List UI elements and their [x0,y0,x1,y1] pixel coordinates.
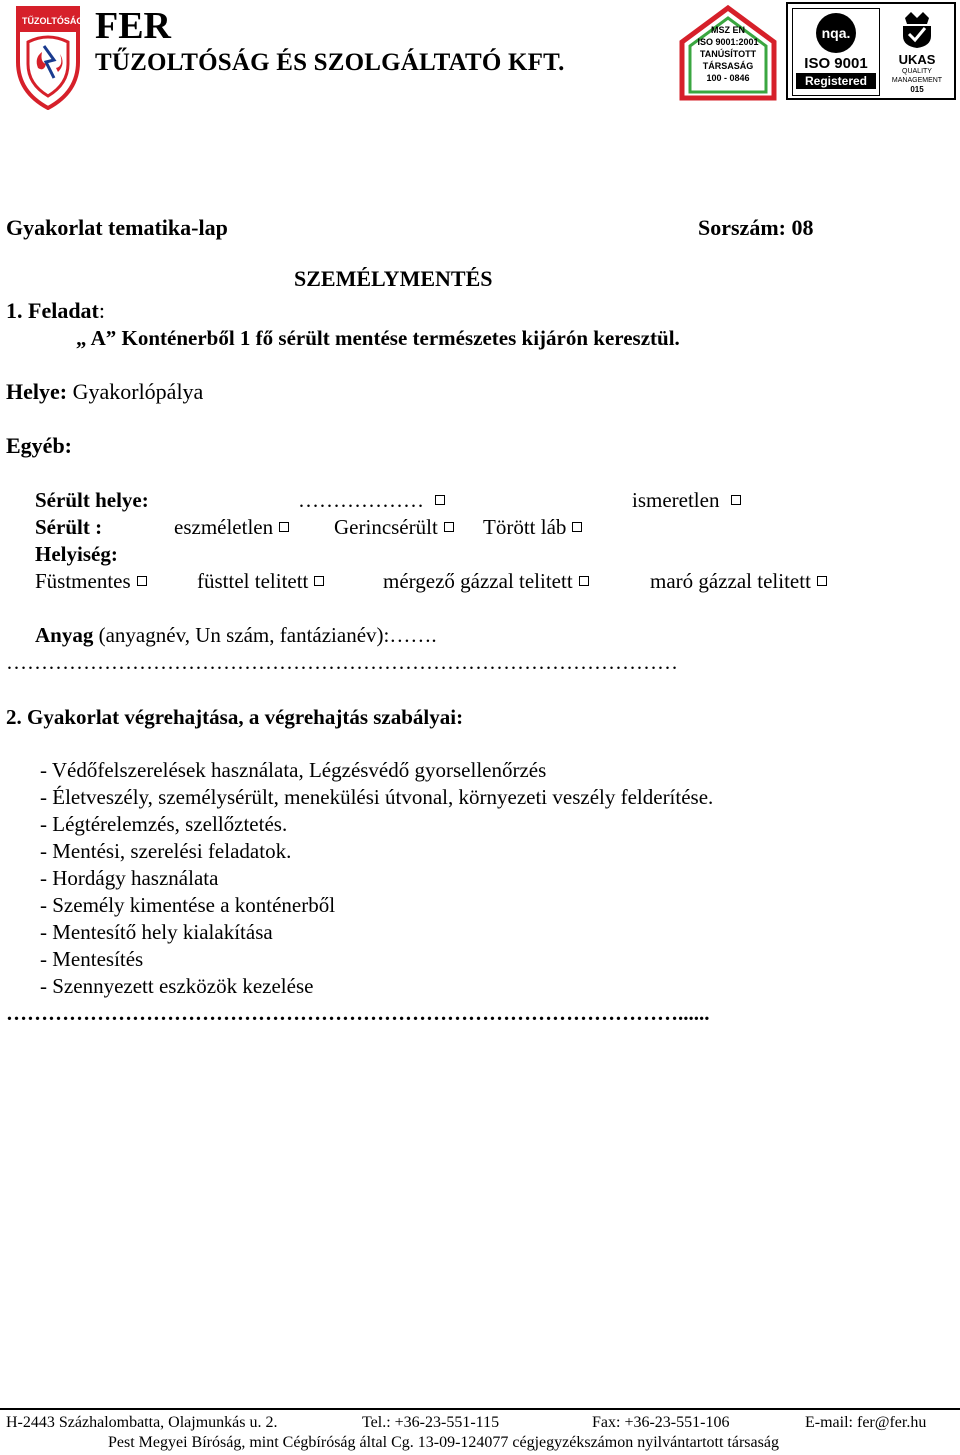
task-text: „ A” Konténerből 1 fő sérült mentése természetes kijárón keresztül. [76,326,680,350]
material-label: Anyag [35,623,94,647]
option-label: Gerincsérült [334,515,438,539]
checkbox[interactable] [137,576,147,586]
option-label: füsttel telitett [197,569,309,593]
ukas-sub: MANAGEMENT [891,77,943,84]
rule-item: - Személy kimentése a konténerből [40,893,336,917]
cert1-line: TANÚSÍTOTT [699,49,757,59]
cert1-line: ISO 9001:2001 [697,37,759,47]
cert-badge-nqa [786,2,956,100]
section-heading: SZEMÉLYMENTÉS [294,266,493,291]
checkbox[interactable] [572,522,582,532]
footer-address: H-2443 Százhalombatta, Olajmunkás u. 2. [6,1414,278,1431]
footer-fax: Fax: +36-23-551-106 [592,1414,730,1431]
checkbox[interactable] [314,576,324,586]
injured-place-dots: ……………… [298,488,430,512]
injured-place-label: Sérült helye: [35,488,149,512]
rules-list [40,757,713,1000]
company-logo [14,2,82,110]
checkbox[interactable] [444,522,454,532]
footer-registry: Pest Megyei Bíróság, mint Cégbíróság által Cg. 13-09-124077 cégjegyzékszámon nyilvántartott társaság [108,1434,779,1451]
ukas-number: 015 [910,85,924,94]
injured-place-field [298,487,445,513]
nqa-circle: nqa. [816,13,856,53]
footer-tel: Tel.: +36-23-551-115 [362,1414,500,1431]
option-label: eszméletlen [174,515,274,539]
rule-item: - Mentesítő hely kialakítása [40,920,273,944]
execution-heading: 2. Gyakorlat végrehajtása, a végrehajtás szabályai: [6,705,464,729]
cert-badge-msz [676,2,780,102]
injured-label: Sérült : [35,515,103,539]
footer-divider [0,1408,960,1410]
task-label: 1. Feladat [6,298,99,323]
rule-item: - Szennyezett eszközök kezelése [40,974,314,998]
checkbox[interactable] [279,522,289,532]
checkbox[interactable] [731,495,741,505]
unknown-label: ismeretlen [632,488,720,512]
ukas-panel [884,8,950,94]
form-title: Gyakorlat tematika-lap [6,215,228,240]
rule-item: - Mentési, szerelési feladatok. [40,839,292,863]
footer-email[interactable]: E-mail: fer@fer.hu [805,1414,927,1431]
checkbox[interactable] [435,495,445,505]
room-option [197,568,324,594]
material-text: (anyagnév, Un szám, fantázianév):……. [93,623,437,647]
option-label: Füstmentes [35,569,131,593]
other-label: Egyéb: [6,433,72,458]
location-label: Helye: [6,379,68,404]
cert1-line: TÁRSASÁG [702,61,754,71]
ukas-label: UKAS [898,52,936,67]
injured-option [483,514,582,540]
company-full-name: TŰZOLTÓSÁG ÉS SZOLGÁLTATÓ KFT. [95,49,565,76]
material-dots: …………………………………………………………………………………… [6,650,678,674]
checkbox[interactable] [817,576,827,586]
option-label: Törött láb [483,515,567,539]
injured-option [334,514,454,540]
room-label: Helyiség: [35,542,118,566]
rule-item: - Védőfelszerelések használata, Légzésvédő gyorsellenőrzés [40,758,547,782]
room-option [35,568,147,594]
injured-option [174,514,289,540]
crown-tick-icon [897,8,937,48]
logo-text: TŰZOLTÓSÁG [22,16,84,26]
rule-item: - Életveszély, személysérült, menekülési útvonal, környezeti veszély felderítése. [40,785,714,809]
room-option [383,568,589,594]
room-option [650,568,827,594]
material-line [35,622,437,648]
serial-number: Sorszám: 08 [698,215,814,240]
end-dots: ……………………………………………………………………………………...... [6,1001,710,1025]
location-line [6,379,203,405]
iso-label: ISO 9001 [804,55,868,72]
location-value: Gyakorlópálya [67,379,204,404]
option-label: maró gázzal telitett [650,569,811,593]
registered-label: Registered [796,73,876,89]
rule-item: - Légtérelemzés, szellőztetés. [40,812,288,836]
rule-item: - Mentesítés [40,947,144,971]
task-line [6,298,105,324]
nqa-panel [792,8,880,96]
cert1-line: 100 - 0846 [706,73,750,83]
ukas-sub: QUALITY [902,68,932,75]
rule-item: - Hordágy használata [40,866,219,890]
company-short-name: FER [95,5,171,47]
cert1-line: MSZ EN [710,25,745,35]
checkbox[interactable] [579,576,589,586]
option-label: mérgező gázzal telitett [383,569,573,593]
unknown-option [632,487,741,513]
task-colon: : [98,298,106,323]
